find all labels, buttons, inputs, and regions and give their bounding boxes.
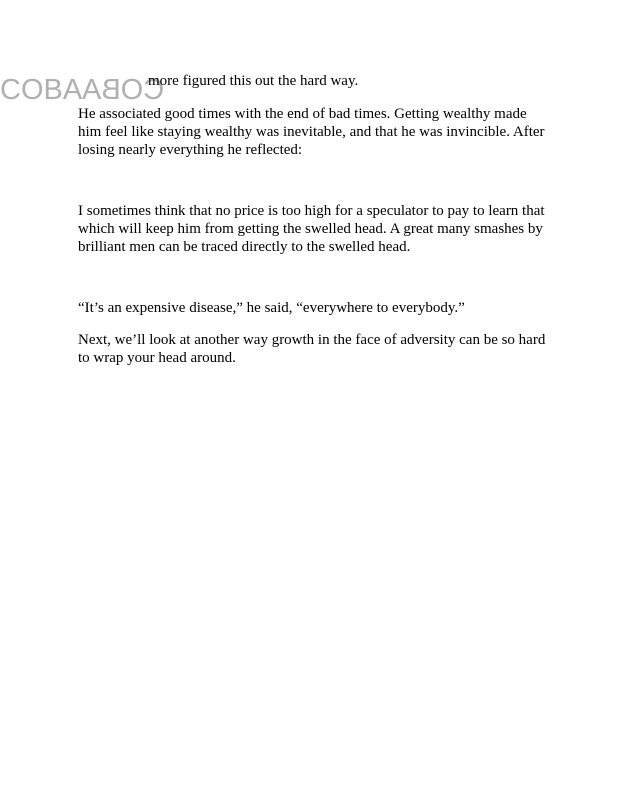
paragraph-expensive-disease: “It’s an expensive disease,” he said, “everywhere to everybody.” [78, 300, 465, 316]
watermark-text-mirrored: COBA [82, 74, 165, 106]
quote-paragraph: I sometimes think that no price is too high for a speculator to pay to learn that which will keep him from getting the swelled head. A great many smashes by brilliant men can be traced directly to the swelled head. [78, 203, 545, 255]
watermark-text-left: COBA [0, 74, 83, 106]
paragraph-reflection: He associated good times with the end of bad times. Getting wealthy made him feel like staying wealthy was inevitable, and that he was invincible. After losing nearly everything he reflected: [78, 106, 545, 158]
continuation-line: more figured this out the hard way. [148, 73, 359, 89]
coba-watermark [0, 74, 164, 106]
paragraph-next: Next, we’ll look at another way growth in the face of adversity can be so hard to wrap your head around. [78, 332, 546, 366]
